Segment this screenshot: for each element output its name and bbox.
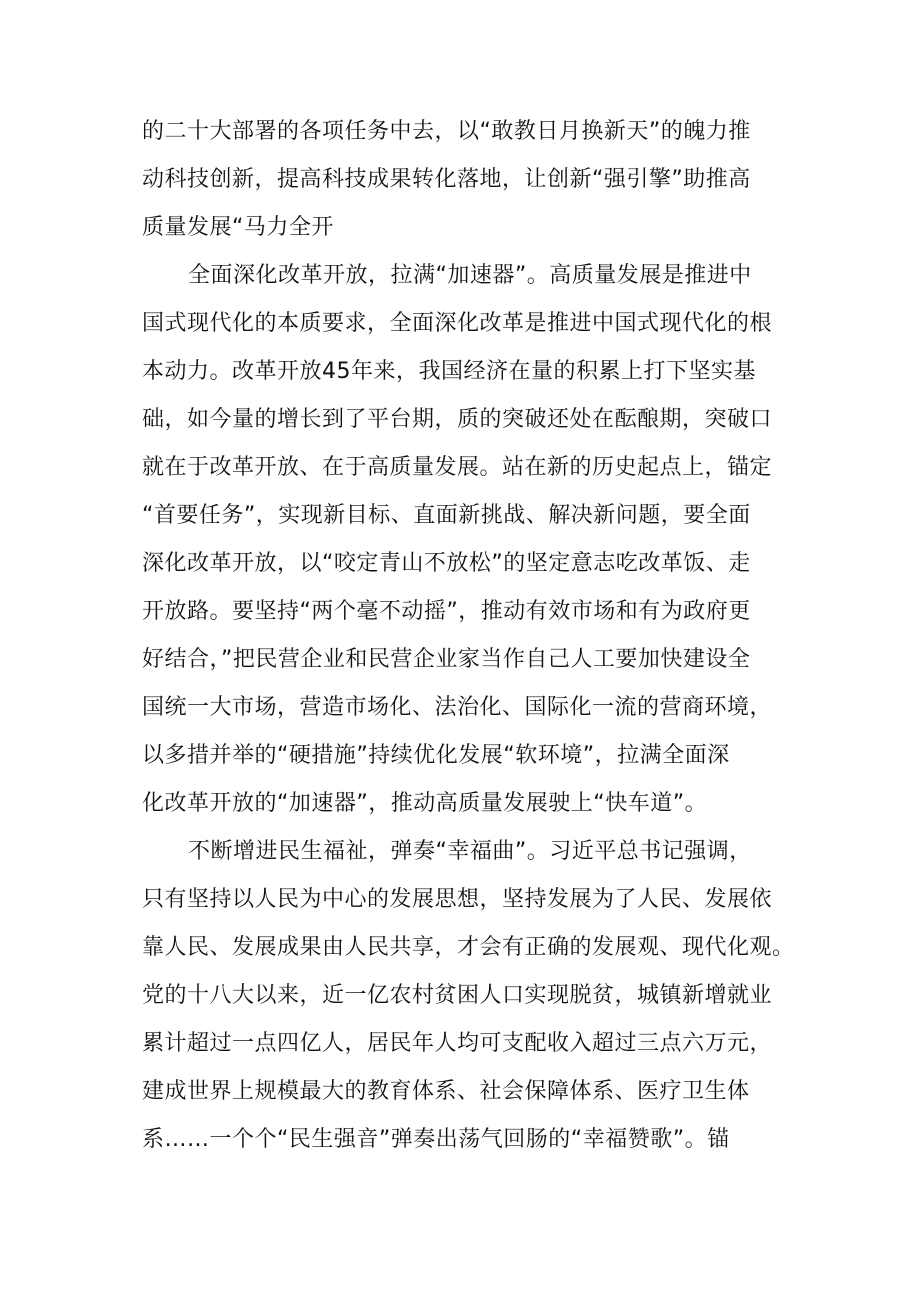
text-line: 就在于改革开放、在于高质量发展。站在新的历史起点上，锚定	[142, 455, 773, 480]
text-line: 系……一个个“民生强音”弹奏出荡气回肠的“幸福赞歌”。锚	[142, 1127, 730, 1152]
text-line: 的二十大部署的各项任务中去，以“敢教日月换新天”的魄力推	[142, 119, 751, 144]
paragraph-1	[142, 108, 802, 252]
text-line: 以多措并举的“硬措施”持续优化发展“软环境”，拉满全面深	[142, 743, 730, 768]
text-line: 本动力。改革开放45年来，我国经济在量的积累上打下坚实基	[142, 359, 756, 384]
text-line: “首要任务”，实现新目标、直面新挑战、解决新问题，要全面	[142, 503, 751, 528]
text-line: 建成世界上规模最大的教育体系、社会保障体系、医疗卫生体	[142, 1079, 750, 1104]
text-line: 累计超过一点四亿人，居民年人均可支配收入超过三点六万元，	[142, 1031, 773, 1056]
text-line: 化改革开放的“加速器”，推动高质量发展驶上“快车道”。	[142, 791, 708, 816]
text-line: 深化改革开放，以“咬定青山不放松”的坚定意志吃改革饭、走	[142, 551, 751, 576]
text-line: 靠人民、发展成果由人民共享，才会有正确的发展观、现代化观。	[142, 935, 795, 960]
text-line: 开放路。要坚持“两个毫不动摇”，推动有效市场和有为政府更	[142, 599, 751, 624]
text-line: 党的十八大以来，近一亿农村贫困人口实现脱贫，城镇新增就业	[142, 983, 773, 1008]
text-line: 础，如今量的增长到了平台期，质的突破还处在酝酿期，突破口	[142, 407, 773, 432]
paragraph-2	[142, 252, 802, 828]
text-line: 好结合，”把民营企业和民营企业家当作自己人工要加快建设全	[142, 647, 751, 672]
text-line: 不断增进民生福祉，弹奏“幸福曲”。习近平总书记强调，	[188, 839, 752, 864]
text-line: 动科技创新，提高科技成果转化落地，让创新“强引擎”助推高	[142, 167, 751, 192]
text-line: 全面深化改革开放，拉满“加速器”。高质量发展是推进中	[188, 263, 752, 288]
paragraph-3	[142, 828, 802, 1164]
text-line: 国统一大市场，营造市场化、法治化、国际化一流的营商环境，	[142, 695, 773, 720]
text-line: 只有坚持以人民为中心的发展思想，坚持发展为了人民、发展依	[142, 887, 773, 912]
document-body	[142, 108, 802, 1164]
text-line: 质量发展“马力全开	[142, 215, 334, 240]
text-line: 国式现代化的本质要求，全面深化改革是推进中国式现代化的根	[142, 311, 773, 336]
